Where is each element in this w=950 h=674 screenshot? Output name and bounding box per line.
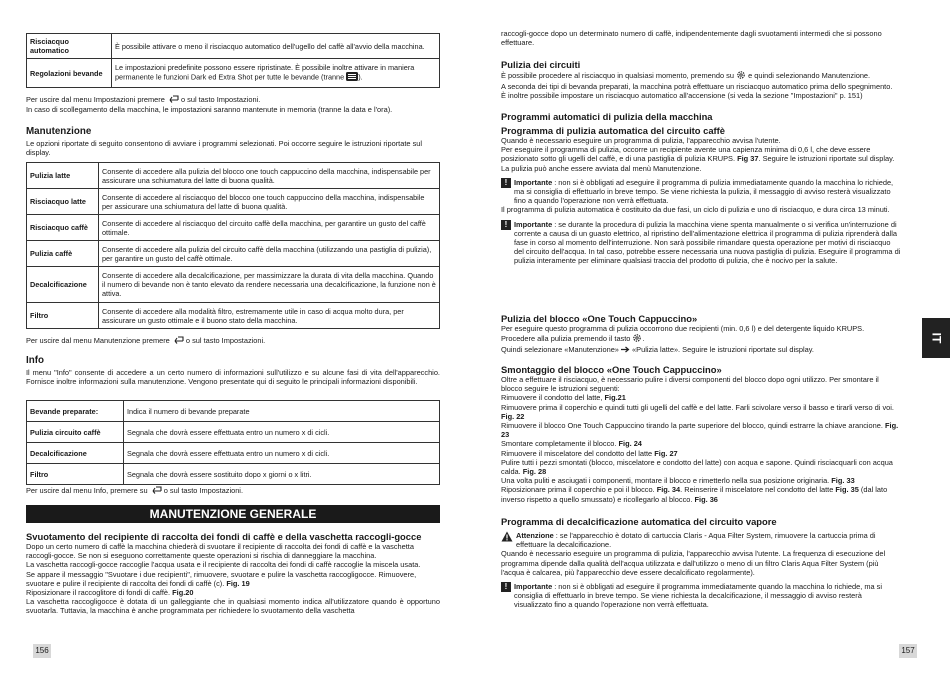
table-row (27, 401, 440, 422)
back-arrow-icon (172, 336, 184, 346)
table-value: Consente di accedere alla modalità filtro, estremamente utile in caso di acqua molto dura, per assicurare un gusto ottimale e il buono stato della macchina. (99, 303, 440, 329)
subsection-heading: Programma di pulizia automatica del circuito caffè (501, 125, 726, 136)
note-label: Attenzione (516, 531, 554, 540)
table-key: Pulizia latte (27, 163, 99, 189)
paragraph: raccogli-gocce dopo un determinato numero di caffè, indipendentemente dagli svuotamenti intermedi che si possono effettuare. (501, 29, 882, 48)
maintenance-table-block (26, 162, 440, 329)
page-number: 157 (899, 644, 917, 658)
table-row (27, 163, 440, 189)
step-text: Rimuovere il condotto del latte, (501, 393, 603, 403)
step-text: Rimuovere il miscelatore del condotto del latte (501, 448, 653, 458)
right-page (475, 0, 950, 674)
table-key: Pulizia circuito caffè (27, 422, 124, 443)
paragraph: È inoltre possibile impostare un risciacquo automatico all'accensione (si veda la sezione "Impostazioni" p. 151) (501, 91, 863, 101)
maintenance-table (26, 162, 440, 329)
figure-ref: Fig. 24 (618, 439, 642, 449)
language-tab-label: IT (928, 332, 943, 344)
continuation-paragraph (501, 29, 901, 47)
info-section (26, 355, 440, 386)
table-value: Consente di accedere alla pulizia del blocco one touch cappuccino della macchina, indispensabile per assicurare una schiumatura del latte di buona qualità. (99, 163, 440, 189)
settings-table (26, 33, 440, 88)
paragraph: Per eseguire questo programma di pulizia occorrono due recipienti (min. 0,6 l) e del detergente liquido KRUPS. (501, 324, 865, 333)
arrow-right-icon (621, 346, 630, 355)
table-key: Bevande preparate: (27, 401, 124, 422)
decalcification-section (501, 516, 901, 610)
table-row (27, 267, 440, 303)
paragraph: A seconda dei tipi di bevanda preparati, la macchina potrà effettuare un risciacquo automatico prima dello spegnimento. (501, 82, 893, 92)
warning-icon: ! (501, 178, 511, 188)
exit-text-end: o sul tasto Impostazioni. (163, 486, 244, 496)
table-row (27, 464, 440, 485)
paragraph-end: «Pulizia latte». Seguire le istruzioni riportate sul display. (632, 345, 814, 355)
table-row (27, 303, 440, 329)
figure-ref: Fig. 35 (835, 485, 859, 495)
paragraph: Per eseguire il programma di pulizia, occorre un recipiente avente una capienza minima di 0,6 l, che deve essere posizionato sotto gli ugelli del caffè, e di una pastiglia di pulizia KRUPS. (501, 145, 871, 164)
manutenzione-section (26, 126, 440, 157)
table-value: Segnala che dovrà essere effettuata entro un numero x di cicli. (124, 422, 440, 443)
table-value: Consente di accedere alla pulizia del circuito caffè della macchina (utilizzando una pastiglia di pulizia), per garantire un gusto del caffè ottimale. (99, 241, 440, 267)
figure-ref: Fig. 19 (226, 578, 250, 588)
cappuccino-cleaning-section (501, 313, 901, 355)
section-heading: Pulizia del blocco «One Touch Cappuccino» (501, 313, 698, 324)
note-text: : se durante la procedura di pulizia la macchina viene spenta manualmente o si verifica un'interruzione di corrente a causa di un guasto elettrico, al ripristino dell'alimentazione elettrica il programma di pulizia riprenderà dalla fase in corso al momento dell'interruzione. Non sarà possibile rimandare questa operazione per motivi di risciacquo del circuito dell'acqua. In tal caso, potrebbe essere necessaria una nuova pastiglia di pulizia. Eseguire il programma di pulizia interamente per eliminare qualsiasi traccia del prodotto di pulizia, che è nocivo per la salute. (514, 219, 901, 266)
info-exit-note (26, 486, 440, 496)
paragraph: Quando è necessario eseguire un programma di pulizia, l'apparecchio avvisa l'utente. (501, 136, 781, 145)
paragraph: È possibile procedere al risciacquo in qualsiasi momento, premendo su (501, 71, 734, 81)
section-heading: Svuotamento del recipiente di raccolta dei fondi di caffè e della vaschetta raccogli-gocce (26, 531, 422, 542)
table-row (27, 59, 440, 88)
page-number: 156 (33, 644, 51, 658)
paragraph: Se appare il messaggio "Svuotare i due recipienti", rimuovere, svuotare e pulire la vaschetta raccogligocce. Rimuovere, svuotare e pulire il recipiente di raccolta dei fondi di caffè (c). (26, 569, 417, 588)
step-text: Riposizionare prima il coperchio e poi il blocco. (501, 485, 655, 495)
paragraph: Procedere alla pulizia premendo il tasto (501, 334, 631, 344)
table-value: Consente di accedere al risciacquo del circuito caffè della macchina, per garantire un gusto del caffè ottimale. (99, 215, 440, 241)
paragraph-end: e quindi selezionando Manutenzione. (748, 71, 871, 81)
section-heading: Smontaggio del blocco «One Touch Cappuccino» (501, 364, 722, 375)
step-text: Pulire tutti i pezzi smontati (blocco, miscelatore e condotto del latte) con acqua e sapone. Quindi risciacquarli con acqua calda. (501, 457, 893, 477)
info-table-block (26, 400, 440, 485)
warning-icon: ! (501, 582, 511, 592)
step-text: Rimuovere il blocco One Touch Cappuccino tirando la parte superiore del blocco, quindi estrarre la chiave arancione. (501, 421, 883, 431)
exit-text: Per uscire dal menu Manutenzione premere (26, 336, 170, 346)
paragraph-end: . Seguire le istruzioni riportate sul display. (758, 154, 895, 164)
note-text: : non si è obbligati ad eseguire il programma immediatamente quando la macchina lo richiede, ma si consiglia di effettuarlo in breve tempo. Se viene richiesta la decalcificazione, il messaggio di avviso resterà visualizzato fino a quando l'operazione non verrà effettuata. (514, 582, 883, 610)
warning-icon: ! (501, 220, 511, 230)
section-intro: Le opzioni riportate di seguito consentono di avviare i programmi selezionati. Poi occorre seguire le istruzioni riportate sul display. (26, 139, 423, 158)
table-row (27, 422, 440, 443)
auto-programs-section (501, 111, 901, 266)
table-row (27, 189, 440, 215)
exit-text: Per uscire dal menu Info, premere su (26, 486, 148, 496)
banner-title: MANUTENZIONE GENERALE (26, 505, 440, 523)
figure-ref: Fig. 27 (654, 448, 678, 458)
figure-ref: Fig. 34 (656, 485, 681, 495)
table-key: Risciacquo automatico (27, 34, 112, 59)
table-row (27, 443, 440, 464)
step-text: Smontare completamente il blocco. (501, 439, 617, 449)
table-key: Regolazioni bevande (27, 59, 112, 88)
back-arrow-icon (167, 95, 179, 105)
paragraph: La vaschetta raccogli-gocce raccoglie l'acqua usata e il recipiente di raccolta dei fondi di caffè raccoglie la miscela usata. (26, 560, 421, 570)
paragraph: Quindi selezionare «Manutenzione» (501, 345, 619, 355)
figure-ref: Fig. 36 (694, 494, 718, 504)
settings-table-block (26, 33, 440, 88)
table-value: È possibile attivare o meno il risciacquo automatico dell'ugello del caffè all'avvio della macchina. (112, 34, 440, 59)
figure-ref: Fig.20 (172, 588, 194, 598)
paragraph: Quando è necessario eseguire un programma di pulizia, l'apparecchio avvisa l'utente. La frequenza di esecuzione del programma dipende dalla qualità dell'acqua utilizzata e dall'utilizzo o meno di un filtro Claris Aqua Filter System (più l'acqua è calcarea, più l'apparecchio deve essere decalcificato regolarmente). (501, 549, 886, 577)
note-text: : se l'apparecchio è dotato di cartuccia Claris - Aqua Filter System, rimuovere la cartuccia prima di effettuare la decalcificazione. (516, 531, 876, 550)
figure-ref: Fig 37 (737, 154, 759, 164)
table-row (27, 215, 440, 241)
important-note (501, 582, 901, 610)
table-key: Decalcificazione (27, 267, 99, 303)
section-heading: Info (26, 355, 44, 366)
table-key: Pulizia caffè (27, 241, 99, 267)
table-value: Segnala che dovrà essere sostituito dopo x giorni o x litri. (124, 464, 440, 485)
info-table (26, 400, 440, 485)
section-heading: Pulizia dei circuiti (501, 59, 581, 70)
section-banner (26, 505, 440, 523)
note-label: Importante (514, 177, 553, 187)
memory-note: In caso di scollegamento della macchina, le impostazioni saranno mantenute in memoria (tranne la data e l'ora). (26, 105, 393, 115)
table-key: Risciacquo latte (27, 189, 99, 215)
table-key: Filtro (27, 464, 124, 485)
disassembly-section (501, 364, 901, 504)
section-heading: Programmi automatici di pulizia della macchina (501, 111, 713, 122)
table-value-text: Le impostazioni predefinite possono essere ripristinate. È possibile inoltre attivare in maniera permanente le funzioni Dark ed Extra Shot per tutte le bevande (tranne (115, 63, 415, 82)
circuits-section (501, 59, 901, 101)
attention-note (501, 531, 901, 549)
section-heading: Programma di decalcificazione automatica del circuito vapore (501, 516, 777, 527)
paragraph: La vaschetta raccogligocce è dotata di un galleggiante che in qualsiasi momento indica all'utilizzatore quando è opportuno svuotarla. Tuttavia, la macchina è anche programmata per richiedere lo svuotamento della vaschetta (26, 597, 440, 616)
paragraph: La pulizia può anche essere avviata dal menù Manutenzione. (501, 163, 702, 173)
note-label: Importante (514, 219, 553, 229)
figure-ref: Fig.21 (604, 393, 626, 403)
paragraph: Oltre a effettuare il risciacquo, è necessario pulire i diversi componenti del blocco dopo ogni utilizzo. Per smontare il blocco seguire le istruzioni seguenti: (501, 375, 879, 394)
step-text: Rimuovere prima il coperchio e quindi tutti gli ugelli del caffè e del latte. Farli scivolare verso il basso e tirarli verso di voi. (501, 402, 894, 412)
step-text: (dal lato inverso rispetto a quello smussato) e ricollegarlo al blocco. (501, 485, 888, 504)
exit-text-end: o sul tasto Impostazioni. (180, 95, 261, 105)
figure-ref: Fig. 28 (522, 467, 547, 477)
note-text: : non si è obbligati ad eseguire il programma di pulizia immediatamente quando la macchina lo richiede, ma si consiglia di effettuarlo in breve tempo. Se viene richiesta la pulizia, il messaggio di avviso resterà visualizzato fino a quando l'operazione non verrà effettuata. (514, 177, 894, 206)
section-intro: Il menu "Info" consente di accedere a un certo numero di informazioni sull'utilizzo e su alcune fasi di vita dell'apparecchio. Fornisce inoltre informazioni sulla manutenzione. Vengono presentate qui di seguito le principali informazioni disponibili. (26, 368, 440, 387)
maintenance-exit-note (26, 336, 440, 346)
table-value: Indica il numero di bevande preparate (124, 401, 440, 422)
table-value-end: ). (358, 72, 363, 82)
figure-ref: Fig. 33 (831, 476, 855, 486)
table-row (27, 241, 440, 267)
figure-ref: Fig. 22 (501, 411, 525, 421)
exit-text-end: o sul tasto Impostazioni. (185, 336, 266, 346)
back-arrow-icon (150, 486, 162, 496)
gear-icon (736, 70, 746, 82)
paragraph: Il programma di pulizia automatica è costituito da due fasi, un ciclo di pulizia e uno di risciacquo, e dura circa 13 minuti. (501, 205, 890, 215)
step-text: Una volta puliti e asciugati i componenti, montare il blocco e rimetterlo nella sua posizione originaria. (501, 476, 830, 486)
language-tab (922, 318, 950, 358)
emptying-section (26, 531, 440, 616)
paragraph-end: . (642, 334, 645, 344)
table-key: Filtro (27, 303, 99, 329)
table-value: Segnala che dovrà essere effettuata entro un numero x di cicli. (124, 443, 440, 464)
gear-icon (632, 333, 645, 345)
figure-ref: Fig. 23 (501, 421, 899, 440)
warning-triangle-icon (501, 531, 513, 544)
table-row (27, 34, 440, 59)
table-value: Consente di accedere alla decalcificazione, per massimizzare la durata di vita della macchina. Quando il numero di bevande non è tanto elevato da rendere necessaria una decalcificazione, la funzione non è attiva. (99, 267, 440, 303)
exit-text: Per uscire dal menu Impostazioni premere (26, 95, 165, 105)
paragraph: Riposizionare il raccoglitore di fondi di caffè. (26, 588, 171, 598)
section-heading: Manutenzione (26, 126, 92, 137)
table-key: Decalcificazione (27, 443, 124, 464)
important-note (501, 220, 901, 266)
note-label: Importante (514, 582, 553, 592)
step-text: . Reinserire il miscelatore nel condotto del latte (680, 485, 834, 495)
settings-exit-note (26, 95, 440, 114)
table-key: Risciacquo caffè (27, 215, 99, 241)
menu-icon (346, 72, 358, 83)
table-value (112, 59, 440, 88)
paragraph: Dopo un certo numero di caffè la macchina chiederà di svuotare il recipiente di raccolta dei fondi di caffè e la vaschetta raccogli-gocce. Se non si eseguono correttamente queste operazioni si rischia di danneggiare la macchina. (26, 542, 414, 561)
important-note (501, 178, 901, 206)
table-value: Consente di accedere al risciacquo del blocco one touch cappuccino della macchina, indispensabile per assicurare una schiumatura del latte di buona qualità. (99, 189, 440, 215)
